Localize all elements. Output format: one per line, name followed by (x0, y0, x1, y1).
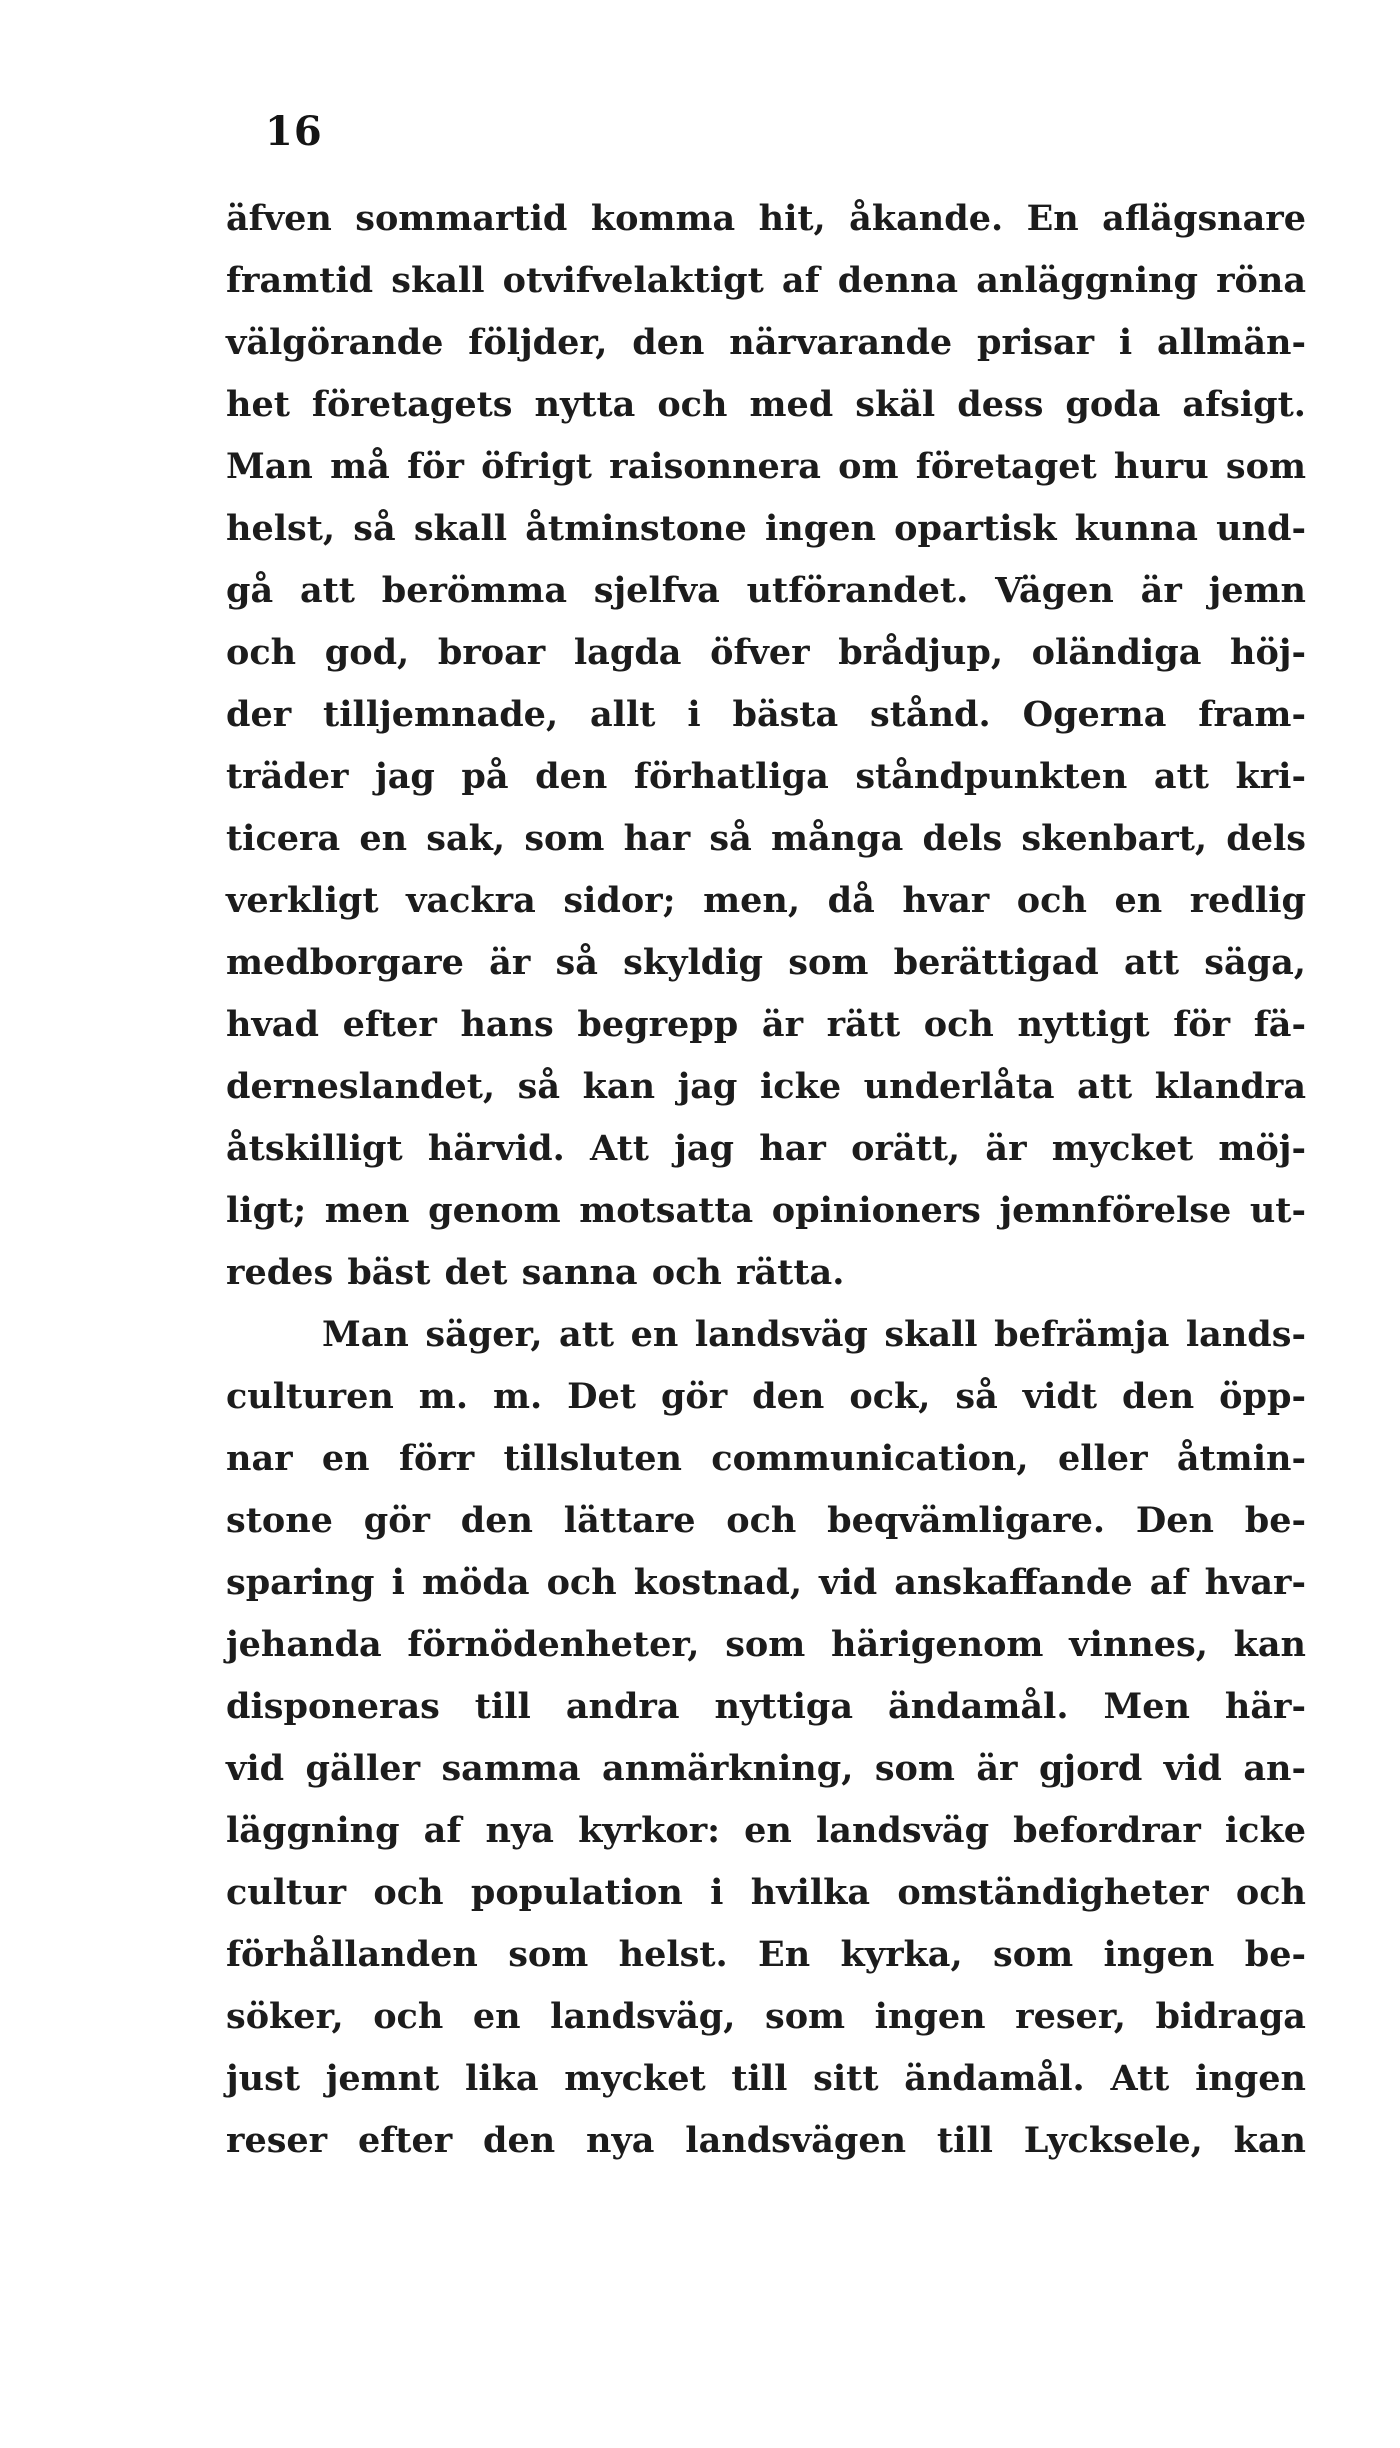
text-line: läggning af nya kyrkor: en landsväg befordrar icke (226, 1810, 1306, 1851)
text-line: Man må för öfrigt raisonnera om företaget huru som (226, 446, 1306, 487)
text-line: stone gör den lättare och beqvämligare. Den be- (226, 1500, 1306, 1541)
text-line: gå att berömma sjelfva utförandet. Vägen är jemn (226, 570, 1306, 611)
text-line: ligt; men genom motsatta opinioners jemnförelse ut- (226, 1190, 1306, 1231)
text-line: åtskilligt härvid. Att jag har orätt, är mycket möj- (226, 1128, 1306, 1169)
text-line: disponeras till andra nyttiga ändamål. Men här- (226, 1686, 1306, 1727)
text-line: nar en förr tillsluten communication, eller åtmin- (226, 1438, 1306, 1479)
text-line: het företagets nytta och med skäl dess goda afsigt. (226, 384, 1306, 425)
text-line: culturen m. m. Det gör den ock, så vidt den öpp- (226, 1376, 1306, 1417)
text-line: cultur och population i hvilka omständigheter och (226, 1872, 1306, 1913)
text-line: sparing i möda och kostnad, vid anskaffande af hvar- (226, 1562, 1306, 1603)
text-line: derneslandet, så kan jag icke underlåta att klandra (226, 1066, 1306, 1107)
text-line: förhållanden som helst. En kyrka, som ingen be- (226, 1934, 1306, 1975)
text-line: och god, broar lagda öfver brådjup, oländiga höj- (226, 632, 1306, 673)
text-line: söker, och en landsväg, som ingen reser, bidraga (226, 1996, 1306, 2037)
body-text (226, 188, 1306, 2172)
text-line: välgörande följder, den närvarande prisar i allmän- (226, 322, 1306, 363)
text-line: äfven sommartid komma hit, åkande. En aflägsnare (226, 198, 1306, 239)
text-line: hvad efter hans begrepp är rätt och nyttigt för fä- (226, 1004, 1306, 1045)
text-line: just jemnt lika mycket till sitt ändamål. Att ingen (226, 2058, 1306, 2099)
paragraph-end-line: redes bäst det sanna och rätta. (226, 1252, 845, 1293)
text-line: jehanda förnödenheter, som härigenom vinnes, kan (226, 1624, 1306, 1665)
text-line: ticera en sak, som har så många dels skenbart, dels (226, 818, 1306, 859)
text-line: helst, så skall åtminstone ingen opartisk kunna und- (226, 508, 1306, 549)
paragraph-start-line: Man säger, att en landsväg skall befrämja lands- (322, 1314, 1306, 1355)
text-line: vid gäller samma anmärkning, som är gjord vid an- (226, 1748, 1306, 1789)
text-line: framtid skall otvifvelaktigt af denna anläggning röna (226, 260, 1306, 301)
text-line: reser efter den nya landsvägen till Lycksele, kan (226, 2120, 1306, 2161)
text-line: der tilljemnade, allt i bästa stånd. Ogerna fram- (226, 694, 1306, 735)
page-number: 16 (265, 108, 323, 155)
text-line: medborgare är så skyldig som berättigad att säga, (226, 942, 1306, 983)
text-line: träder jag på den förhatliga ståndpunkten att kri- (226, 756, 1306, 797)
text-line: verkligt vackra sidor; men, då hvar och en redlig (226, 880, 1306, 921)
